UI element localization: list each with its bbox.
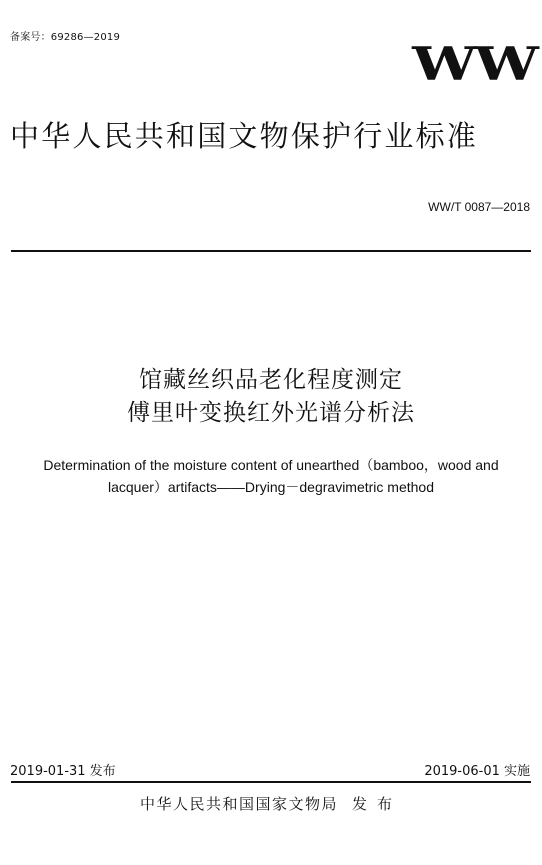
issue-date: 2019-01-31 发布 — [10, 764, 116, 779]
issuer-line — [0, 793, 542, 814]
record-number: 备案号：69286—2019 — [10, 32, 121, 43]
implementation-date: 2019-06-01 实施 — [424, 764, 530, 779]
standard-code: WW/T 0087—2018 — [428, 200, 530, 214]
english-title-line-1: Determination of the moisture content of unearthed（bamboo，wood and — [43, 457, 499, 473]
top-divider — [11, 250, 531, 252]
chinese-title-line-2: 傅里叶变换红外光谱分析法 — [127, 400, 415, 426]
chinese-title — [0, 364, 542, 430]
chinese-title-line-1: 馆藏丝织品老化程度测定 — [139, 367, 403, 393]
bottom-divider — [11, 781, 531, 783]
issuer-name: 中华人民共和国国家文物局 — [139, 795, 338, 813]
ww-logo: WW — [411, 37, 536, 91]
english-title-line-2: lacquer）artifacts——Drying－degravimetric method — [108, 479, 434, 495]
issuer-verb: 发布 — [352, 795, 403, 813]
standard-category: 中华人民共和国文物保护行业标准 — [10, 119, 479, 153]
english-title — [0, 454, 542, 498]
